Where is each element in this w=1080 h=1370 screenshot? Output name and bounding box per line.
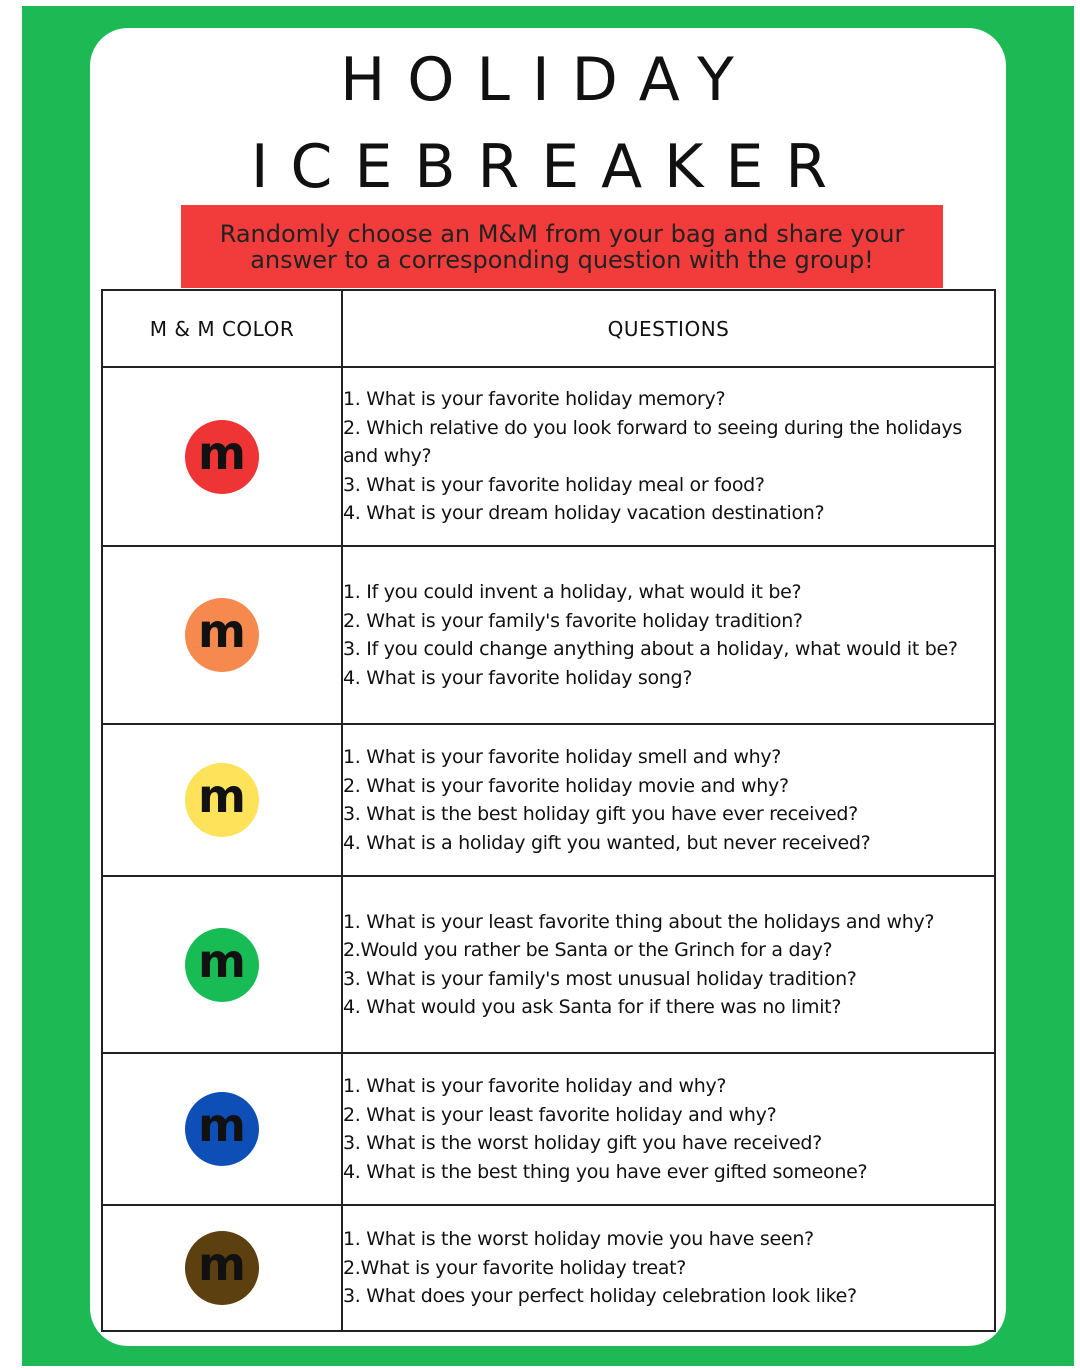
table-row-brown xyxy=(102,1205,995,1331)
question: 2. What is your favorite holiday movie and why? xyxy=(343,774,789,797)
question: 4. What would you ask Santa for if there was no limit? xyxy=(343,996,842,1018)
instructions-banner xyxy=(181,205,943,288)
question: 2. What is your least favorite holiday and why? xyxy=(343,1103,777,1126)
question: 4. What is a holiday gift you wanted, but never received? xyxy=(343,831,871,854)
questions-cell xyxy=(342,1053,995,1205)
question: 2. What is your family's favorite holiday tradition? xyxy=(343,609,803,632)
page-title-line-1: HOLIDAY xyxy=(340,45,756,115)
question: 3. What is the worst holiday gift you have received? xyxy=(343,1132,822,1154)
question: 3. What does your perfect holiday celebration look like? xyxy=(343,1285,857,1308)
table-header-row xyxy=(102,290,995,367)
question: 1. What is your favorite holiday memory? xyxy=(343,388,726,411)
orange-mm-icon: m xyxy=(185,598,259,672)
page-title-line-2: ICEBREAKER xyxy=(250,132,850,202)
table-row-red xyxy=(102,367,995,546)
table-row-blue xyxy=(102,1053,995,1205)
red-mm-icon: m xyxy=(185,420,259,494)
question: 4. What is your favorite holiday song? xyxy=(343,666,693,689)
question: 1. What is your favorite holiday and why? xyxy=(343,1075,727,1097)
question: 3. What is your family's most unusual holiday tradition? xyxy=(343,967,857,990)
question: 2. Which relative do you look forward to seeing during the holidays and why? xyxy=(343,416,962,468)
questions-cell xyxy=(342,1205,995,1331)
question: 1. What is your favorite holiday smell and why? xyxy=(343,746,782,768)
question: 1. If you could invent a holiday, what would it be? xyxy=(343,581,802,603)
question: 4. What is the best thing you have ever gifted someone? xyxy=(343,1160,868,1183)
blue-mm-icon: m xyxy=(185,1092,259,1166)
yellow-mm-icon: m xyxy=(185,763,259,837)
header-questions: QUESTIONS xyxy=(342,290,995,367)
table-row-orange xyxy=(102,546,995,724)
brown-mm-icon: m xyxy=(185,1231,259,1305)
questions-cell xyxy=(342,546,995,724)
question: 2.Would you rather be Santa or the Grinch for a day? xyxy=(343,939,833,961)
questions-cell xyxy=(342,876,995,1053)
header-mm-color: M & M COLOR xyxy=(102,290,342,367)
questions-cell xyxy=(342,724,995,876)
question: 3. What is the best holiday gift you have ever received? xyxy=(343,803,858,825)
question: 3. What is your favorite holiday meal or food? xyxy=(343,473,765,496)
instructions-line-1: Randomly choose an M&M from your bag and share your xyxy=(219,220,905,248)
question: 1. What is the worst holiday movie you have seen? xyxy=(343,1228,814,1251)
green-mm-icon: m xyxy=(185,928,259,1002)
question: 1. What is your least favorite thing about the holidays and why? xyxy=(343,910,935,933)
questions-cell xyxy=(342,367,995,546)
table-row-yellow xyxy=(102,724,995,876)
question: 4. What is your dream holiday vacation destination? xyxy=(343,502,825,525)
questions-table xyxy=(101,289,996,1332)
table-row-green xyxy=(102,876,995,1053)
instructions-line-2: answer to a corresponding question with the group! xyxy=(250,246,874,274)
question: 3. If you could change anything about a holiday, what would it be? xyxy=(343,638,958,660)
question: 2.What is your favorite holiday treat? xyxy=(343,1256,687,1279)
